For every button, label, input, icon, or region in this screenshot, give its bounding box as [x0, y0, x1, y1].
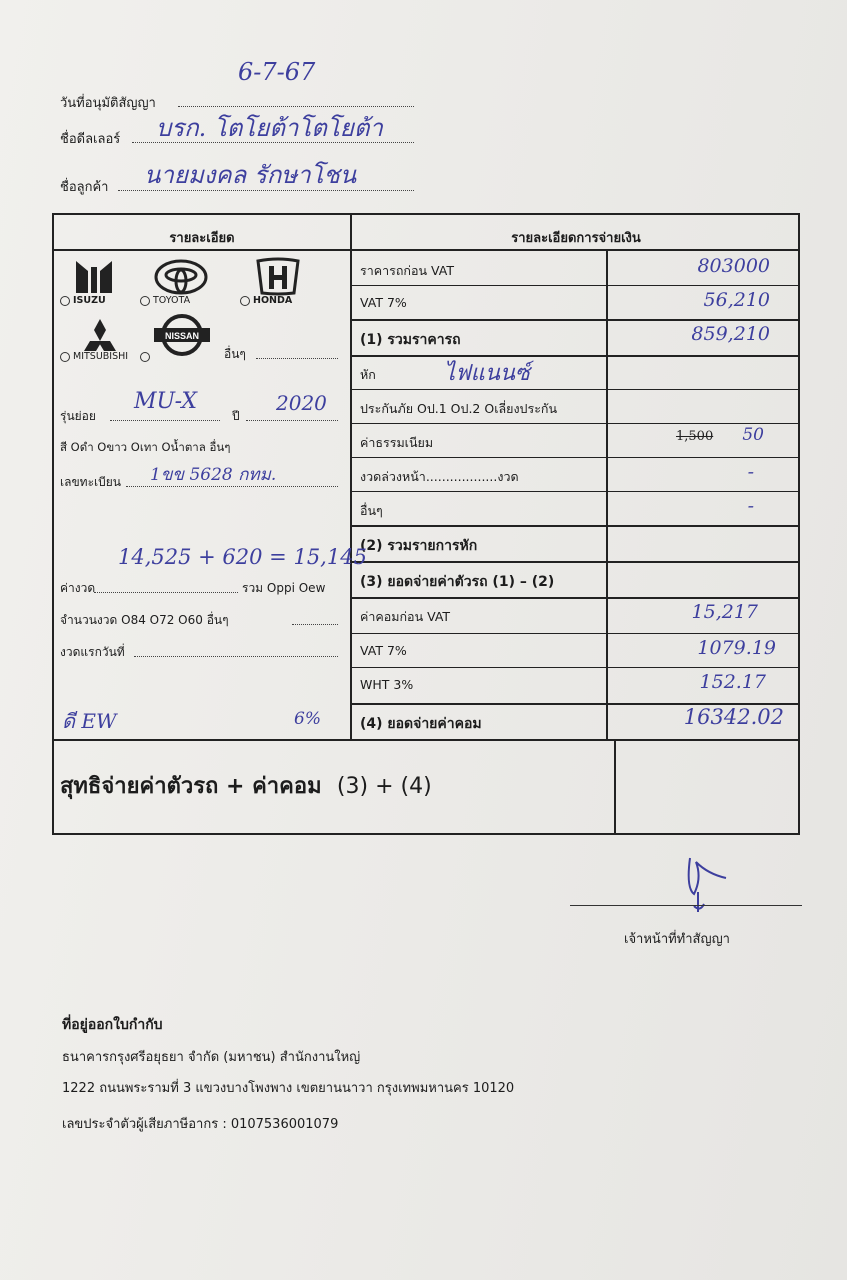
plate-label: เลขทะเบียน — [60, 475, 121, 489]
address-title: ที่อยู่ออกใบกำกับ — [62, 1017, 163, 1033]
toyota-logo-icon — [154, 259, 208, 295]
approval-date-line — [178, 106, 414, 107]
isuzu-logo-icon — [74, 259, 114, 295]
year-value: 2020 — [276, 391, 327, 415]
value-deduct-note: ไฟแนนซ์ — [444, 361, 530, 386]
row-deduct: หัก — [360, 367, 376, 382]
address-company: ธนาคารกรุงศรีอยุธยา จำกัด (มหาชน) สำนักงานใหญ่ — [62, 1050, 361, 1065]
value-wht: 152.17 — [699, 671, 766, 693]
brand-honda[interactable]: HONDA — [240, 295, 292, 306]
row-total-car-price: (1) รวมราคารถ — [360, 332, 461, 348]
table-divider — [350, 215, 352, 739]
row-other: อื่นๆ — [360, 503, 383, 518]
num-installments: จำนวนงวด O84 O72 O60 อื่นๆ — [60, 613, 229, 627]
honda-logo-icon — [254, 257, 302, 297]
amount-divider — [606, 249, 608, 739]
signature-mark — [672, 848, 742, 918]
brand-nissan[interactable] — [140, 349, 153, 363]
value-advance: - — [747, 461, 754, 483]
approval-date-value: 6-7-67 — [238, 58, 316, 86]
customer-label: ชื่อลูกค้า — [60, 180, 109, 195]
installment-label: ค่างวด — [60, 581, 96, 595]
value-commission-total: 16342.02 — [683, 705, 784, 729]
approval-date-label: วันที่อนุมัติสัญญา — [60, 96, 156, 111]
row-advance: งวดล่วงหน้า..................งวด — [360, 469, 519, 484]
model-label: รุ่นย่อย — [60, 409, 96, 423]
left-header: รายละเอียด — [169, 231, 235, 246]
value-other: - — [747, 495, 754, 517]
brand-mitsubishi[interactable]: MITSUBISHI — [60, 351, 128, 362]
year-label: ปี — [232, 409, 240, 423]
row-commission-total: (4) ยอดจ่ายค่าคอม — [360, 716, 482, 732]
row-price-before-vat: ราคารถก่อน VAT — [360, 263, 454, 278]
mitsubishi-logo-icon — [80, 317, 120, 353]
row-car-payment: (3) ยอดจ่ายค่าตัวรถ (1) – (2) — [360, 574, 555, 590]
row-insurance: ประกันภัย Oป.1 Oป.2 Oเลี่ยงประกัน — [360, 401, 558, 416]
value-price-before-vat: 803000 — [697, 255, 770, 277]
installment-note: 14,525 + 620 = 15,145 — [118, 545, 367, 569]
signature-role: เจ้าหน้าที่ทำสัญญา — [624, 932, 730, 947]
row-fee: ค่าธรรมเนียม — [360, 435, 434, 450]
dealer-label: ชื่อดีลเลอร์ — [60, 132, 121, 147]
value-fee-struck: 1,500 — [676, 429, 714, 444]
value-commission: 15,217 — [691, 601, 758, 623]
value-commission-vat: 1079.19 — [697, 637, 776, 659]
value-total-car-price: 859,210 — [691, 323, 770, 345]
nissan-logo-icon — [150, 313, 214, 357]
brand-other: อื่นๆ — [224, 347, 246, 361]
address-street: 1222 ถนนพระรามที่ 3 แขวงบางโพงพาง เขตยานนาวา กรุงเทพมหานคร 10120 — [62, 1081, 515, 1096]
address-tax-id: เลขประจำตัวผู้เสียภาษีอากร : 0107536001079 — [62, 1117, 339, 1132]
first-due-label: งวดแรกวันที่ — [60, 645, 125, 659]
net-total-label: สุทธิจ่ายค่าตัวรถ + ค่าคอม (3) + (4) — [60, 774, 432, 799]
row-vat: VAT 7% — [360, 295, 407, 310]
row-commission: ค่าคอมก่อน VAT — [360, 609, 451, 624]
brand-isuzu[interactable]: ISUZU — [60, 295, 106, 306]
value-vat: 56,210 — [703, 289, 770, 311]
row-wht: WHT 3% — [360, 677, 414, 692]
rate-note-left: ดี EW — [62, 709, 117, 733]
right-header: รายละเอียดการจ่ายเงิน — [511, 231, 641, 246]
customer-value: นายมงคล รักษาโชน — [144, 161, 357, 189]
row-commission-vat: VAT 7% — [360, 643, 407, 658]
value-fee: 50 — [742, 425, 764, 445]
signature-line — [570, 905, 802, 906]
total-divider — [614, 739, 616, 835]
rate-note-right: 6% — [294, 709, 321, 729]
header-line — [54, 249, 798, 251]
installment-include: รวม Oppi Oew — [242, 581, 326, 595]
row-total-deduct: (2) รวมรายการหัก — [360, 538, 478, 554]
color-options: สี Oดำ Oขาว Oเทา Oน้ำตาล อื่นๆ — [60, 440, 231, 454]
model-value: MU-X — [134, 389, 197, 414]
payment-table — [52, 213, 800, 835]
svg-text:NISSAN: NISSAN — [164, 331, 200, 341]
dealer-value: บรก. โตโยต้าโตโยต้า — [156, 114, 383, 142]
brand-toyota[interactable]: TOYOTA — [140, 295, 190, 306]
plate-value: 1ขข 5628 กทม. — [150, 465, 277, 485]
